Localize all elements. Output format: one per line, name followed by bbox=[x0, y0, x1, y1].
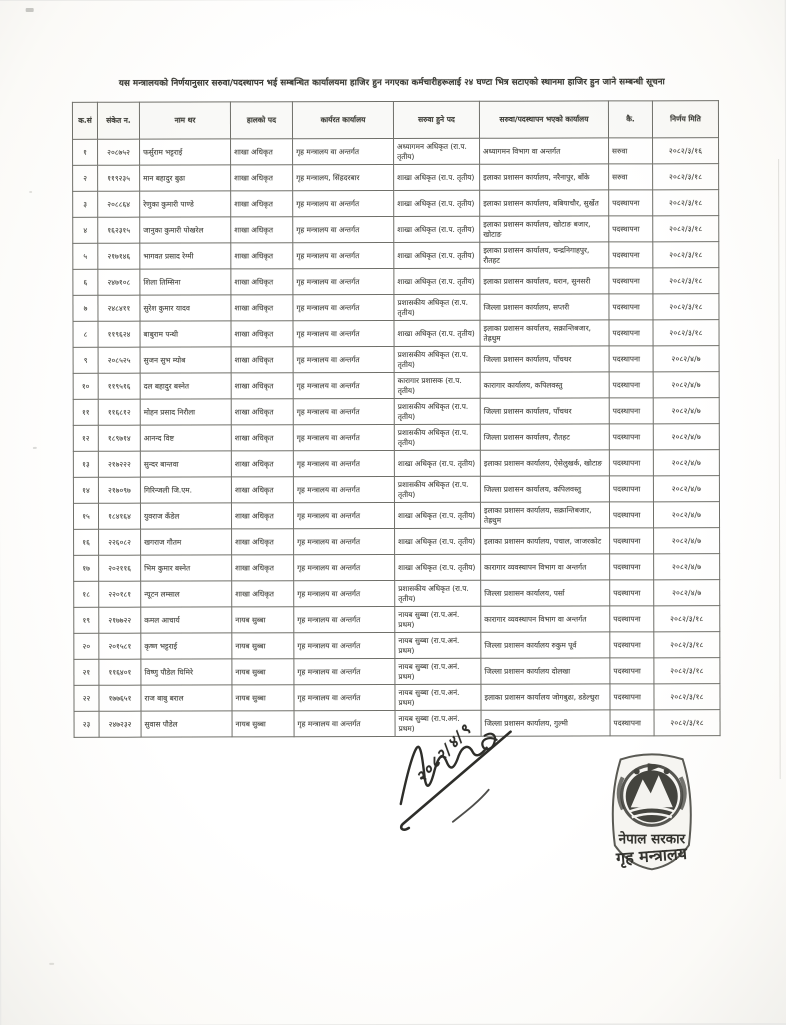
table-cell: १८ bbox=[74, 581, 99, 607]
table-row bbox=[73, 138, 719, 166]
table-cell: २०८२/४/७ bbox=[653, 424, 719, 450]
table-cell: १८९७१४ bbox=[98, 425, 140, 451]
table-cell: कमल आचार्य bbox=[141, 607, 232, 633]
table-cell: गृह मन्त्रालय वा अन्तर्गत bbox=[293, 268, 394, 294]
transfer-table bbox=[72, 100, 721, 738]
table-cell: सरुवा bbox=[609, 138, 653, 164]
table-cell: दल बहादुर बस्नेत bbox=[140, 373, 231, 399]
column-header: निर्णय मिति bbox=[652, 101, 718, 138]
table-cell: पदस्थापना bbox=[609, 268, 653, 294]
table-cell: शाखा अधिकृत bbox=[231, 347, 293, 373]
table-cell: गृह मन्त्रालय वा अन्तर्गत bbox=[293, 372, 394, 398]
table-cell: रेणुका कुमारी पाण्डे bbox=[140, 191, 231, 217]
table-cell: २४७१०८ bbox=[98, 269, 140, 295]
table-cell: ११९२३५ bbox=[98, 165, 140, 191]
table-cell: सुजन सुभ म्योब bbox=[140, 347, 231, 373]
table-cell: शाखा अधिकृत bbox=[231, 295, 293, 321]
table-cell: शाखा अधिकृत bbox=[231, 139, 293, 165]
table-cell: गृह मन्त्रालय वा अन्तर्गत bbox=[293, 294, 394, 320]
table-cell: ५ bbox=[73, 243, 98, 269]
table-cell: ११ bbox=[73, 399, 98, 425]
table-cell: प्रशासकीय अधिकृत (रा.प. तृतीय) bbox=[395, 580, 481, 606]
table-cell: शाखा अधिकृत (रा.प. तृतीय) bbox=[394, 216, 480, 242]
table-cell: शाखा अधिकृत bbox=[231, 399, 293, 425]
table-cell: २४७२३२ bbox=[99, 711, 141, 737]
table-row bbox=[73, 346, 719, 374]
table-cell: पदस्थापना bbox=[610, 580, 654, 606]
table-cell: ९ bbox=[73, 347, 98, 373]
table-cell: मोहन प्रसाद निरौला bbox=[140, 399, 231, 425]
table-cell: खगराज गौतम bbox=[141, 529, 232, 555]
table-cell: २०८२/३/१८ bbox=[654, 710, 720, 736]
table-cell: नायब सुब्बा (रा.प.अनं. प्रथम) bbox=[395, 658, 481, 684]
table-cell: जिल्ला प्रशासन कार्यालय दोलखा bbox=[481, 658, 610, 684]
table-cell: शाखा अधिकृत (रा.प. तृतीय) bbox=[394, 190, 480, 216]
table-cell: ११९५१६ bbox=[98, 373, 140, 399]
table-cell: जिल्ला प्रशासन कार्यालय, कपिलवस्तु bbox=[480, 476, 609, 502]
table-row bbox=[73, 294, 719, 322]
table-cell: गृह मन्त्रालय वा अन्तर्गत bbox=[294, 684, 395, 710]
table-header-row bbox=[72, 101, 718, 140]
table-cell: पदस्थापना bbox=[609, 346, 653, 372]
table-cell: १७७६५१ bbox=[99, 685, 141, 711]
table-cell: २२०१८१ bbox=[99, 581, 141, 607]
table-cell: फर्सुराम भट्टराई bbox=[140, 139, 231, 165]
table-cell: २४८४११ bbox=[98, 295, 140, 321]
table-row bbox=[74, 606, 720, 634]
table-cell: इलाका प्रशासन कार्यालय, चन्द्रनिगाहपुर, रौतहट bbox=[480, 242, 609, 268]
table-cell: जानुका कुमारी पोखरेल bbox=[140, 217, 231, 243]
table-cell: पदस्थापना bbox=[609, 320, 653, 346]
table-cell: १८४१६४ bbox=[98, 503, 140, 529]
table-cell: जिल्ला प्रशासन कार्यालय, पर्सा bbox=[481, 580, 610, 606]
table-cell: इलाका प्रशासन कार्यालय, सक्रान्तिबजार, तेह्रथुम bbox=[480, 502, 609, 528]
table-cell: १६ bbox=[74, 529, 99, 555]
table-row bbox=[73, 450, 719, 478]
table-cell: शाखा अधिकृत bbox=[232, 555, 294, 581]
column-header: हालको पद bbox=[230, 102, 292, 139]
table-cell: १७ bbox=[74, 555, 99, 581]
table-row bbox=[74, 658, 720, 686]
table-cell: २०८२/३/१८ bbox=[654, 684, 720, 710]
table-cell: पदस्थापना bbox=[609, 242, 653, 268]
table-cell: गृह मन्त्रालय वा अन्तर्गत bbox=[294, 710, 395, 736]
table-cell: २२ bbox=[74, 685, 99, 711]
table-cell: पदस्थापना bbox=[609, 190, 653, 216]
table-row bbox=[74, 684, 720, 712]
table-cell: २०८२/३/१८ bbox=[654, 606, 720, 632]
table-cell: २०८२/४/७ bbox=[653, 450, 719, 476]
table-cell: २० bbox=[74, 633, 99, 659]
table-cell: भिम कुमार बस्नेत bbox=[141, 555, 232, 581]
table-cell: सुन्दर बान्तवा bbox=[140, 451, 231, 477]
table-cell: बाबुराम पन्थी bbox=[140, 321, 231, 347]
table-cell: विष्णु पौडेल घिमिरे bbox=[141, 659, 232, 685]
table-cell: कृष्ण भट्टराई bbox=[141, 633, 232, 659]
table-cell: ११६४०१ bbox=[99, 659, 141, 685]
stamp-ministry-text: गृह मन्त्रालय bbox=[615, 843, 688, 868]
table-cell: सुवास पौडेल bbox=[141, 711, 232, 737]
table-cell: प्रशासकीय अधिकृत (रा.प. तृतीय) bbox=[394, 476, 480, 502]
table-cell: २०८२/३/१६ bbox=[653, 138, 719, 164]
table-cell: नायब सुब्बा bbox=[232, 685, 294, 711]
table-cell: गृह मन्त्रालय वा अन्तर्गत bbox=[293, 320, 394, 346]
table-cell: गृह मन्त्रालय वा अन्तर्गत bbox=[293, 424, 394, 450]
table-cell: ६ bbox=[73, 269, 98, 295]
table-cell: प्रशासकीय अधिकृत (रा.प. तृतीय) bbox=[394, 398, 480, 424]
table-cell: शाखा अधिकृत (रा.प. तृतीय) bbox=[394, 164, 480, 190]
table-cell: भागवत प्रसाद रेग्मी bbox=[140, 243, 231, 269]
table-cell: गृह मन्त्रालय वा अन्तर्गत bbox=[293, 216, 394, 242]
table-cell: २०८२/३/१८ bbox=[653, 242, 719, 268]
table-cell: शाखा अधिकृत bbox=[231, 165, 293, 191]
table-cell: नायब सुब्बा (रा.प.अनं. प्रथम) bbox=[395, 606, 481, 632]
table-cell: गृह मन्त्रालय वा अन्तर्गत bbox=[293, 398, 394, 424]
table-cell: ४ bbox=[73, 217, 98, 243]
table-cell: पदस्थापना bbox=[609, 398, 653, 424]
table-cell: पदस्थापना bbox=[609, 216, 653, 242]
table-cell: पदस्थापना bbox=[610, 528, 654, 554]
table-cell: २०८५२५ bbox=[98, 347, 140, 373]
scan-artifact bbox=[49, 963, 54, 965]
table-row bbox=[73, 424, 719, 452]
table-cell: २०८२/४/७ bbox=[654, 580, 720, 606]
table-cell: नायब सुब्बा bbox=[232, 711, 294, 737]
table-cell: इलाका प्रशासन कार्यालय जोगबुढा, डडेल्धुरा bbox=[481, 684, 610, 710]
table-cell: नायब सुब्बा bbox=[232, 633, 294, 659]
signature-scribble-icon bbox=[393, 726, 553, 846]
table-cell: शाखा अधिकृत bbox=[231, 269, 293, 295]
table-cell: १५ bbox=[73, 503, 98, 529]
table-cell: कारागार कार्यालय, कपिलवस्तु bbox=[480, 372, 609, 398]
table-cell: प्रशासकीय अधिकृत (रा.प. तृतीय) bbox=[394, 424, 480, 450]
table-cell: शाखा अधिकृत bbox=[231, 321, 293, 347]
table-cell: २०८२/३/१८ bbox=[653, 164, 719, 190]
table-cell: २०८२/३/१८ bbox=[653, 216, 719, 242]
table-row bbox=[73, 502, 719, 530]
table-cell: २१७१४६ bbox=[98, 243, 140, 269]
table-cell: नायब सुब्बा bbox=[232, 659, 294, 685]
table-cell: २०८२/४/७ bbox=[653, 372, 719, 398]
table-cell: २०८२/४/७ bbox=[653, 398, 719, 424]
table-row bbox=[73, 320, 719, 348]
table-cell: शाखा अधिकृत (रा.प. तृतीय) bbox=[394, 268, 480, 294]
table-cell: २०८२/४/७ bbox=[654, 554, 720, 580]
column-header: सरुवा/पदस्थापन भएको कार्यालय bbox=[479, 101, 608, 138]
table-cell: २०८७५२ bbox=[98, 139, 140, 165]
table-cell: मान बहादुर बुढा bbox=[140, 165, 231, 191]
table-cell: गृह मन्त्रालय वा अन्तर्गत bbox=[293, 346, 394, 372]
table-cell: शाखा अधिकृत bbox=[231, 243, 293, 269]
table-cell: जिल्ला प्रशासन कार्यालय, पाँचथर bbox=[480, 346, 609, 372]
table-cell: शाखा अधिकृत bbox=[231, 503, 293, 529]
table-cell: पदस्थापना bbox=[610, 710, 654, 736]
column-header: कै. bbox=[608, 101, 652, 138]
table-cell: शाखा अधिकृत (रा.प. तृतीय) bbox=[394, 320, 480, 346]
table-cell: ११९६२४ bbox=[98, 321, 140, 347]
table-cell: शाखा अधिकृत bbox=[231, 451, 293, 477]
table-cell: शाखा अधिकृत bbox=[231, 425, 293, 451]
document-title: यस मन्त्रालयको निर्णयानुसार सरुवा/पदस्थापन भई सम्बन्धित कार्यालयमा हाजिर हुन नगएका कर्मचारीहरूलाई २४ घण्टा भित्र सटाएको स्थानमा हाजिर हुन जाने सम्बन्धी सूचना bbox=[118, 77, 665, 89]
table-cell: शाखा अधिकृत bbox=[232, 529, 294, 555]
table-cell: शाखा अधिकृत (रा.प. तृतीय) bbox=[395, 554, 481, 580]
table-cell: शाखा अधिकृत (रा.प. तृतीय) bbox=[394, 242, 480, 268]
table-cell: इलाका प्रशासन कार्यालय, सक्रान्तिबजार, तेह्रथुम bbox=[480, 320, 609, 346]
table-cell: शाखा अधिकृत (रा.प. तृतीय) bbox=[395, 528, 481, 554]
column-header: कार्यरत कार्यालय bbox=[292, 101, 393, 138]
table-cell: २०८२/३/१८ bbox=[654, 632, 720, 658]
table-cell: गृह मन्त्रालय वा अन्तर्गत bbox=[294, 554, 395, 580]
table-cell: शाखा अधिकृत bbox=[231, 477, 293, 503]
table-cell: कारागार व्यवस्थापन विभाग वा अन्तर्गत bbox=[481, 554, 610, 580]
column-header: नाम थर bbox=[139, 102, 230, 139]
table-cell: गृह मन्त्रालय वा अन्तर्गत bbox=[294, 580, 395, 606]
table-cell: पदस्थापना bbox=[609, 450, 653, 476]
table-cell: कारागार प्रशासक (रा.प. तृतीय) bbox=[394, 372, 480, 398]
table-cell: नायब सुब्बा (रा.प.अनं. प्रथम) bbox=[395, 710, 481, 736]
table-cell: २०१५८१ bbox=[99, 633, 141, 659]
table-cell: न्यूटन लम्साल bbox=[141, 581, 232, 607]
table-row bbox=[73, 190, 719, 218]
table-cell: पदस्थापना bbox=[609, 476, 653, 502]
table-cell: कारागार व्यवस्थापन विभाग वा अन्तर्गत bbox=[481, 606, 610, 632]
table-cell: २०८२/४/७ bbox=[654, 528, 720, 554]
table-cell: १० bbox=[73, 373, 98, 399]
table-cell: शाखा अधिकृत bbox=[231, 217, 293, 243]
table-cell: पदस्थापना bbox=[609, 502, 653, 528]
table-cell: गृह मन्त्रालय वा अन्तर्गत bbox=[294, 632, 395, 658]
table-cell: २ bbox=[73, 165, 98, 191]
table-cell: जिल्ला प्रशासन कार्यालय, गुल्मी bbox=[481, 710, 610, 736]
table-cell: १४ bbox=[73, 477, 98, 503]
table-cell: प्रशासकीय अधिकृत (रा.प. तृतीय) bbox=[394, 294, 480, 320]
signature-date: २०८२/४/९ bbox=[412, 719, 476, 787]
table-cell: इलाका प्रशासन कार्यालय, खोटाङ बजार, खोटाङ bbox=[480, 216, 609, 242]
table-cell: २०८२/३/१८ bbox=[653, 320, 719, 346]
table-row bbox=[74, 580, 720, 608]
table-cell: शाखा अधिकृत (रा.प. तृतीय) bbox=[394, 502, 480, 528]
table-cell: युवराज कँडेल bbox=[140, 503, 231, 529]
table-cell: जिल्ला प्रशासन कार्यालय, सप्तरी bbox=[480, 294, 609, 320]
table-cell: गृह मन्त्रालय वा अन्तर्गत bbox=[293, 138, 394, 164]
table-cell: २०८२/३/१८ bbox=[653, 294, 719, 320]
table-cell: शाखा अधिकृत (रा.प. तृतीय) bbox=[394, 450, 480, 476]
table-cell: इलाका प्रशासन कार्यालय, धरान, सुनसरी bbox=[480, 268, 609, 294]
table-cell: गृह मन्त्रालय, सिंहदरबार bbox=[293, 164, 394, 190]
table-cell: गिरिन्जली जि.एम. bbox=[140, 477, 231, 503]
table-cell: सरुवा bbox=[609, 164, 653, 190]
table-cell: २३ bbox=[74, 711, 99, 737]
table-cell: २०८८६४ bbox=[98, 191, 140, 217]
table-row bbox=[73, 242, 719, 270]
scan-edge-line bbox=[778, 159, 781, 779]
table-cell: शाखा अधिकृत bbox=[231, 191, 293, 217]
table-cell: नायब सुब्बा bbox=[232, 607, 294, 633]
table-row bbox=[73, 268, 719, 296]
table-cell: आनन्द विष्ट bbox=[140, 425, 231, 451]
table-cell: २०८२/३/१८ bbox=[653, 268, 719, 294]
table-cell: २०८२/४/७ bbox=[653, 502, 719, 528]
table-cell: ७ bbox=[73, 295, 98, 321]
table-cell: ८ bbox=[73, 321, 98, 347]
table-cell: नायब सुब्बा (रा.प.अनं. प्रथम) bbox=[395, 684, 481, 710]
table-cell: पदस्थापना bbox=[609, 372, 653, 398]
table-cell: २०८२/३/१८ bbox=[654, 658, 720, 684]
nepal-emblem-icon bbox=[585, 749, 719, 883]
table-cell: २१७२२२ bbox=[98, 451, 140, 477]
scan-artifact bbox=[33, 447, 37, 449]
table-cell: पदस्थापना bbox=[609, 424, 653, 450]
table-row bbox=[74, 632, 720, 660]
table-cell: जिल्ला प्रशासन कार्यालय, रौतहट bbox=[480, 424, 609, 450]
table-cell: १९ bbox=[74, 607, 99, 633]
table-cell: गृह मन्त्रालय वा अन्तर्गत bbox=[294, 606, 395, 632]
table-row bbox=[73, 398, 719, 426]
table-cell: पदस्थापना bbox=[610, 658, 654, 684]
column-header: संकेत न. bbox=[97, 102, 139, 139]
table-body bbox=[73, 138, 721, 738]
table-cell: गृह मन्त्रालय वा अन्तर्गत bbox=[293, 450, 394, 476]
column-header: सरुवा हुने पद bbox=[393, 101, 479, 138]
table-cell: २०८२/४/७ bbox=[653, 476, 719, 502]
ministry-stamp bbox=[585, 749, 719, 883]
table-cell: जिल्ला प्रशासन कार्यालय रुकुम पूर्व bbox=[481, 632, 610, 658]
table-cell: राज बाबु बराल bbox=[141, 685, 232, 711]
table-cell: २१ bbox=[74, 659, 99, 685]
table-cell: १३ bbox=[73, 451, 98, 477]
table-row bbox=[73, 164, 719, 192]
table-row bbox=[74, 528, 720, 556]
scan-artifact bbox=[26, 8, 34, 12]
table-cell: शिला तिम्सिना bbox=[140, 269, 231, 295]
table-cell: गृह मन्त्रालय वा अन्तर्गत bbox=[293, 502, 394, 528]
table-cell: २२६०८२ bbox=[99, 529, 141, 555]
table-cell: नायब सुब्बा (रा.प.अनं. प्रथम) bbox=[395, 632, 481, 658]
table-cell: १ bbox=[73, 139, 98, 165]
table-cell: गृह मन्त्रालय वा अन्तर्गत bbox=[293, 476, 394, 502]
table-cell: १६२३१५ bbox=[98, 217, 140, 243]
column-header: क.सं bbox=[72, 102, 97, 139]
table-row bbox=[74, 554, 720, 582]
table-row bbox=[73, 476, 719, 504]
table-cell: सुरेश कुमार यादव bbox=[140, 295, 231, 321]
table-cell: शाखा अधिकृत bbox=[231, 373, 293, 399]
stamp-government-text: नेपाल सरकार bbox=[618, 831, 686, 848]
table-cell: पदस्थापना bbox=[610, 632, 654, 658]
table-cell: प्रशासकीय अधिकृत (रा.प. तृतीय) bbox=[394, 346, 480, 372]
table-cell: गृह मन्त्रालय वा अन्तर्गत bbox=[294, 528, 395, 554]
table-cell: अध्यागमन विभाग वा अन्तर्गत bbox=[480, 138, 609, 164]
table-cell: पदस्थापना bbox=[610, 554, 654, 580]
table-cell: २०८२/३/१८ bbox=[653, 190, 719, 216]
table-cell: २१७७२२ bbox=[99, 607, 141, 633]
table-cell: इलाका प्रशासन कार्यालय, नरैनापुर, बाँके bbox=[480, 164, 609, 190]
table-cell: गृह मन्त्रालय वा अन्तर्गत bbox=[293, 190, 394, 216]
table-cell: गृह मन्त्रालय वा अन्तर्गत bbox=[294, 658, 395, 684]
table-cell: गृह मन्त्रालय वा अन्तर्गत bbox=[293, 242, 394, 268]
table-row bbox=[73, 216, 719, 244]
table-row bbox=[73, 372, 719, 400]
table-cell: २०२११६ bbox=[99, 555, 141, 581]
table-cell: इलाका प्रशासन कार्यालय, पचाल, जाजरकोट bbox=[481, 528, 610, 554]
scan-artifact bbox=[29, 191, 32, 193]
table-cell: इलाका प्रशासन कार्यालय, बबियाचौर, सुर्खेत bbox=[480, 190, 609, 216]
table-cell: २१७०९७ bbox=[98, 477, 140, 503]
table-cell: पदस्थापना bbox=[610, 606, 654, 632]
table-cell: ११६८१२ bbox=[98, 399, 140, 425]
table-cell: पदस्थापना bbox=[609, 294, 653, 320]
table-cell: जिल्ला प्रशासन कार्यालय, पाँचथर bbox=[480, 398, 609, 424]
table-cell: १२ bbox=[73, 425, 98, 451]
table-cell: २०८२/४/७ bbox=[653, 346, 719, 372]
table-cell: पदस्थापना bbox=[610, 684, 654, 710]
table-cell: शाखा अधिकृत bbox=[232, 581, 294, 607]
table-cell: अध्यागमन अधिकृत (रा.प. तृतीय) bbox=[394, 138, 480, 164]
table-cell: ३ bbox=[73, 191, 98, 217]
table-cell: इलाका प्रशासन कार्यालय, ऐसेलुखर्क, खोटाङ bbox=[480, 450, 609, 476]
